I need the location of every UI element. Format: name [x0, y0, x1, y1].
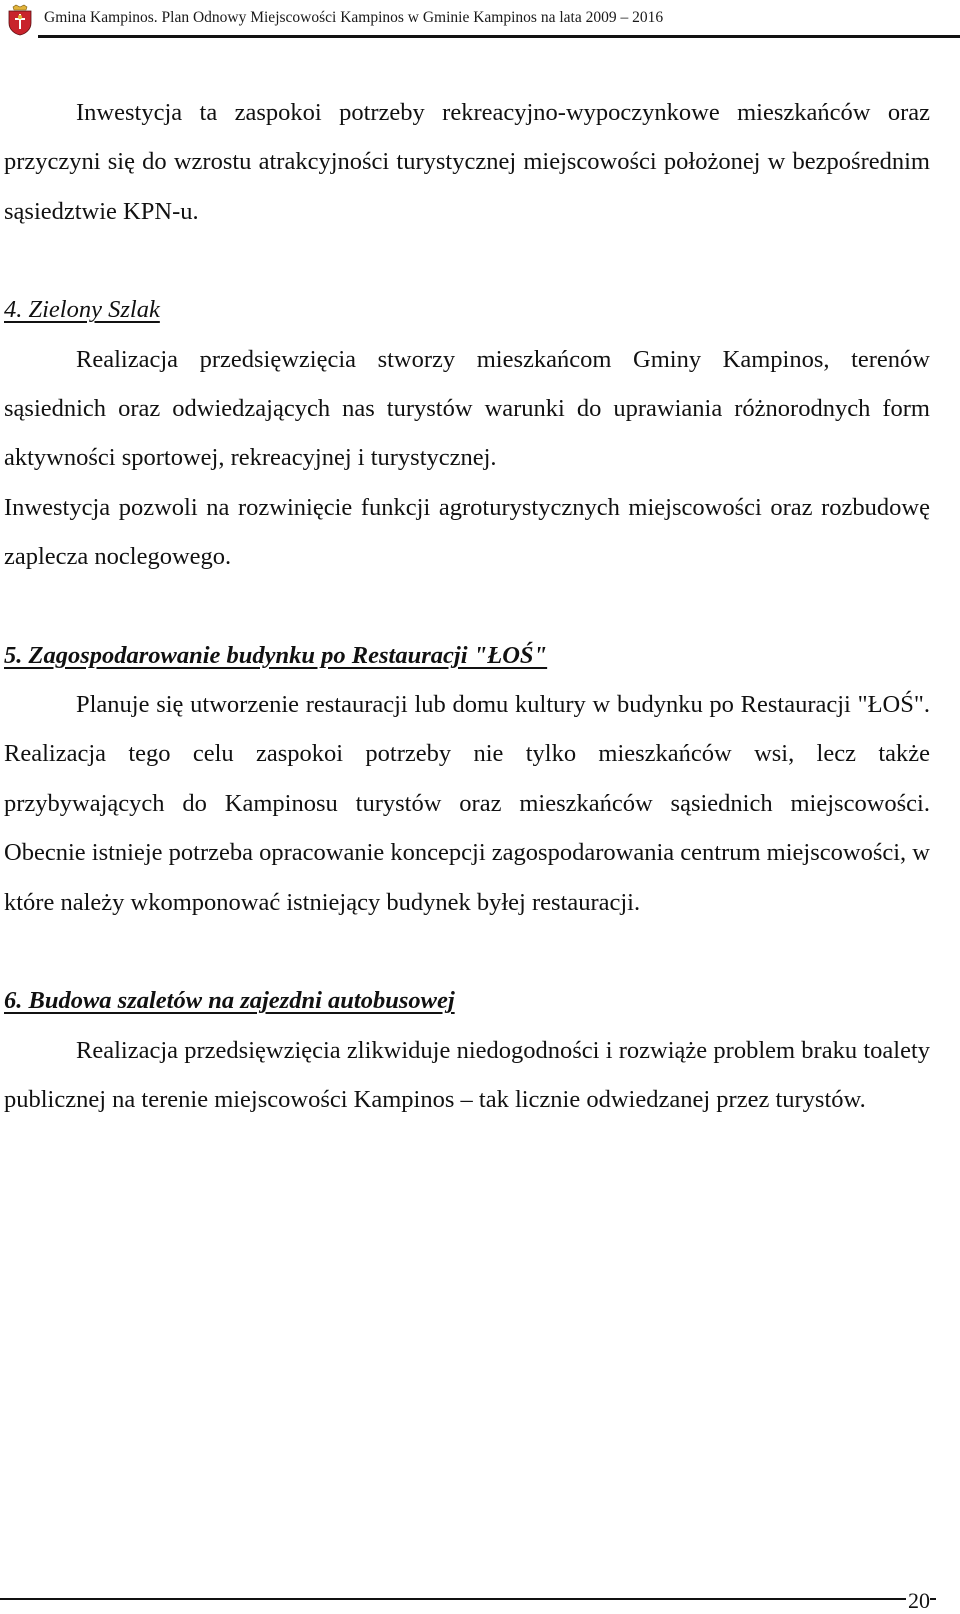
header-divider	[38, 35, 960, 38]
spacer	[4, 927, 930, 976]
section-heading-6: 6. Budowa szaletów na zajezdni autobusowej	[4, 987, 455, 1015]
intro-paragraph: Inwestycja ta zaspokoi potrzeby rekreacyjno-wypoczynkowe mieszkańców oraz przyczyni się do wzrostu atrakcyjności turystycznej miejscowości położonej w bezpośrednim sąsiedztwie KPN-u.	[4, 99, 930, 225]
coat-of-arms-icon	[6, 4, 34, 36]
page-header	[0, 0, 960, 40]
document-body	[4, 88, 930, 1124]
section-paragraph-4b: Inwestycja pozwoli na rozwinięcie funkcji agroturystycznych miejscowości oraz rozbudowę zaplecza noclegowego.	[4, 493, 930, 571]
page-number: 20	[908, 1588, 930, 1613]
spacer	[4, 582, 930, 631]
section-paragraph-6: Realizacja przedsięwzięcia zlikwiduje niedogodności i rozwiąże problem braku toalety publicznej na terenie miejscowości Kampinos – tak licznie odwiedzanej przez turystów.	[4, 1036, 930, 1113]
footer-divider	[0, 1598, 936, 1600]
section-heading-5: 5. Zagospodarowanie budynku po Restauracji "ŁOŚ"	[4, 641, 548, 669]
header-title: Gmina Kampinos. Plan Odnowy Miejscowości Kampinos w Gminie Kampinos na lata 2009 – 2016	[44, 9, 664, 26]
spacer	[4, 236, 930, 285]
section-paragraph-5: Planuje się utworzenie restauracji lub domu kultury w budynku po Restauracji "ŁOŚ". Realizacja tego celu zaspokoi potrzeby nie tylko mieszkańców wsi, lecz także przybywających do Kampinosu turystów oraz mieszkańców sąsiednich miejscowości. Obecnie istnieje potrzeba opracowanie koncepcji zagospodarowania centrum miejscowości, w które należy wkomponować istniejący budynek byłej restauracji.	[4, 691, 930, 916]
section-heading-4: 4. Zielony Szlak	[4, 296, 160, 324]
section-paragraph-4a: Realizacja przedsięwzięcia stworzy mieszkańcom Gminy Kampinos, terenów sąsiednich oraz odwiedzających nas turystów warunki do uprawiania różnorodnych form aktywności sportowej, rekreacyjnej i turystycznej.	[4, 345, 930, 472]
